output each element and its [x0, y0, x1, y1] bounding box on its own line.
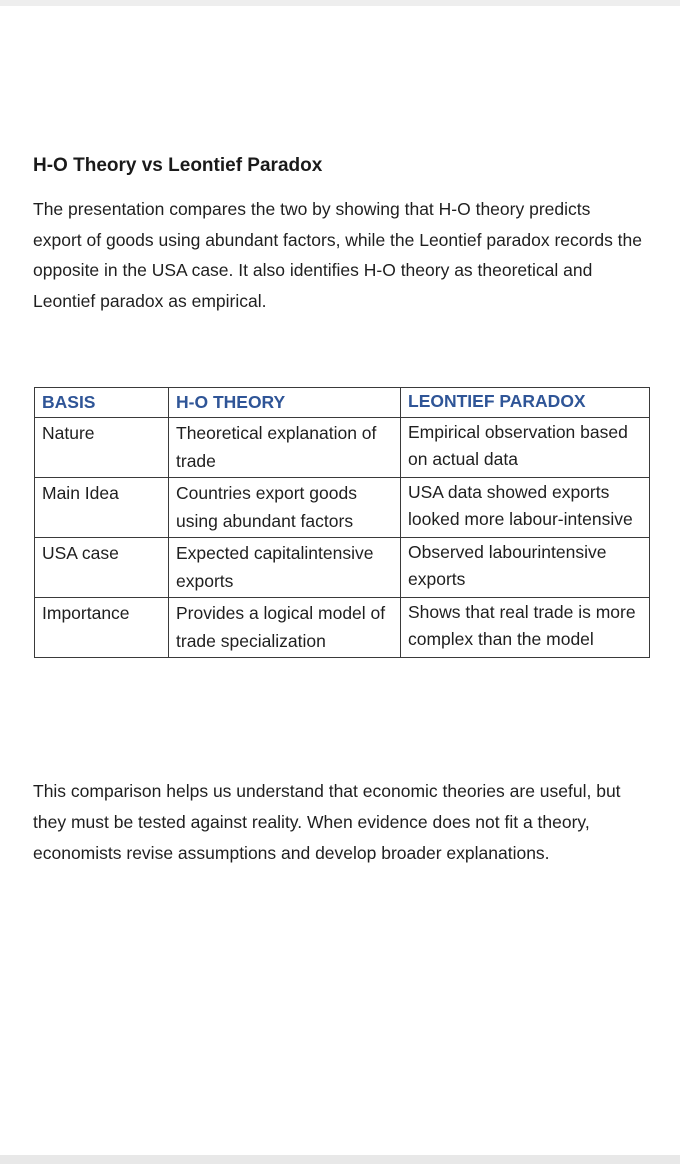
- header-cell-basis: BASIS: [35, 388, 169, 418]
- header-cell-ho-theory: H-O THEORY: [169, 388, 401, 418]
- comparison-table: [34, 387, 650, 658]
- table-cell-leontief-paradox: Empirical observation based on actual data: [401, 417, 650, 477]
- table-cell-basis: Nature: [35, 417, 169, 477]
- table-header-row: [35, 388, 650, 418]
- table-row: [35, 597, 650, 657]
- table-cell-ho-theory: Countries export goods using abundant factors: [169, 477, 401, 537]
- table-cell-ho-theory: Theoretical explanation of trade: [169, 417, 401, 477]
- conclusion-paragraph: This comparison helps us understand that economic theories are useful, but they must be tested against reality. When evidence does not fit a theory, economists revise assumptions and develop broader explanations.: [33, 781, 621, 863]
- table-row: [35, 417, 650, 477]
- table-row: [35, 477, 650, 537]
- table-cell-ho-theory: Provides a logical model of trade specialization: [169, 597, 401, 657]
- table-row: [35, 537, 650, 597]
- document-title: H-O Theory vs Leontief Paradox: [33, 155, 323, 176]
- table-cell-basis: Importance: [35, 597, 169, 657]
- table-cell-leontief-paradox: Observed labourintensive exports: [401, 537, 650, 597]
- bottom-edge-bar: [0, 1155, 680, 1164]
- table-cell-ho-theory: Expected capitalintensive exports: [169, 537, 401, 597]
- header-cell-leontief-paradox: LEONTIEF PARADOX: [401, 388, 650, 418]
- table-cell-basis: USA case: [35, 537, 169, 597]
- table-cell-leontief-paradox: USA data showed exports looked more labour-intensive: [401, 477, 650, 537]
- table-cell-basis: Main Idea: [35, 477, 169, 537]
- intro-paragraph: The presentation compares the two by showing that H-O theory predicts export of goods using abundant factors, while the Leontief paradox records the opposite in the USA case. It also identifies H-O theory as theoretical and Leontief paradox as empirical.: [33, 199, 643, 311]
- table-cell-leontief-paradox: Shows that real trade is more complex than the model: [401, 597, 650, 657]
- top-edge-bar: [0, 0, 680, 6]
